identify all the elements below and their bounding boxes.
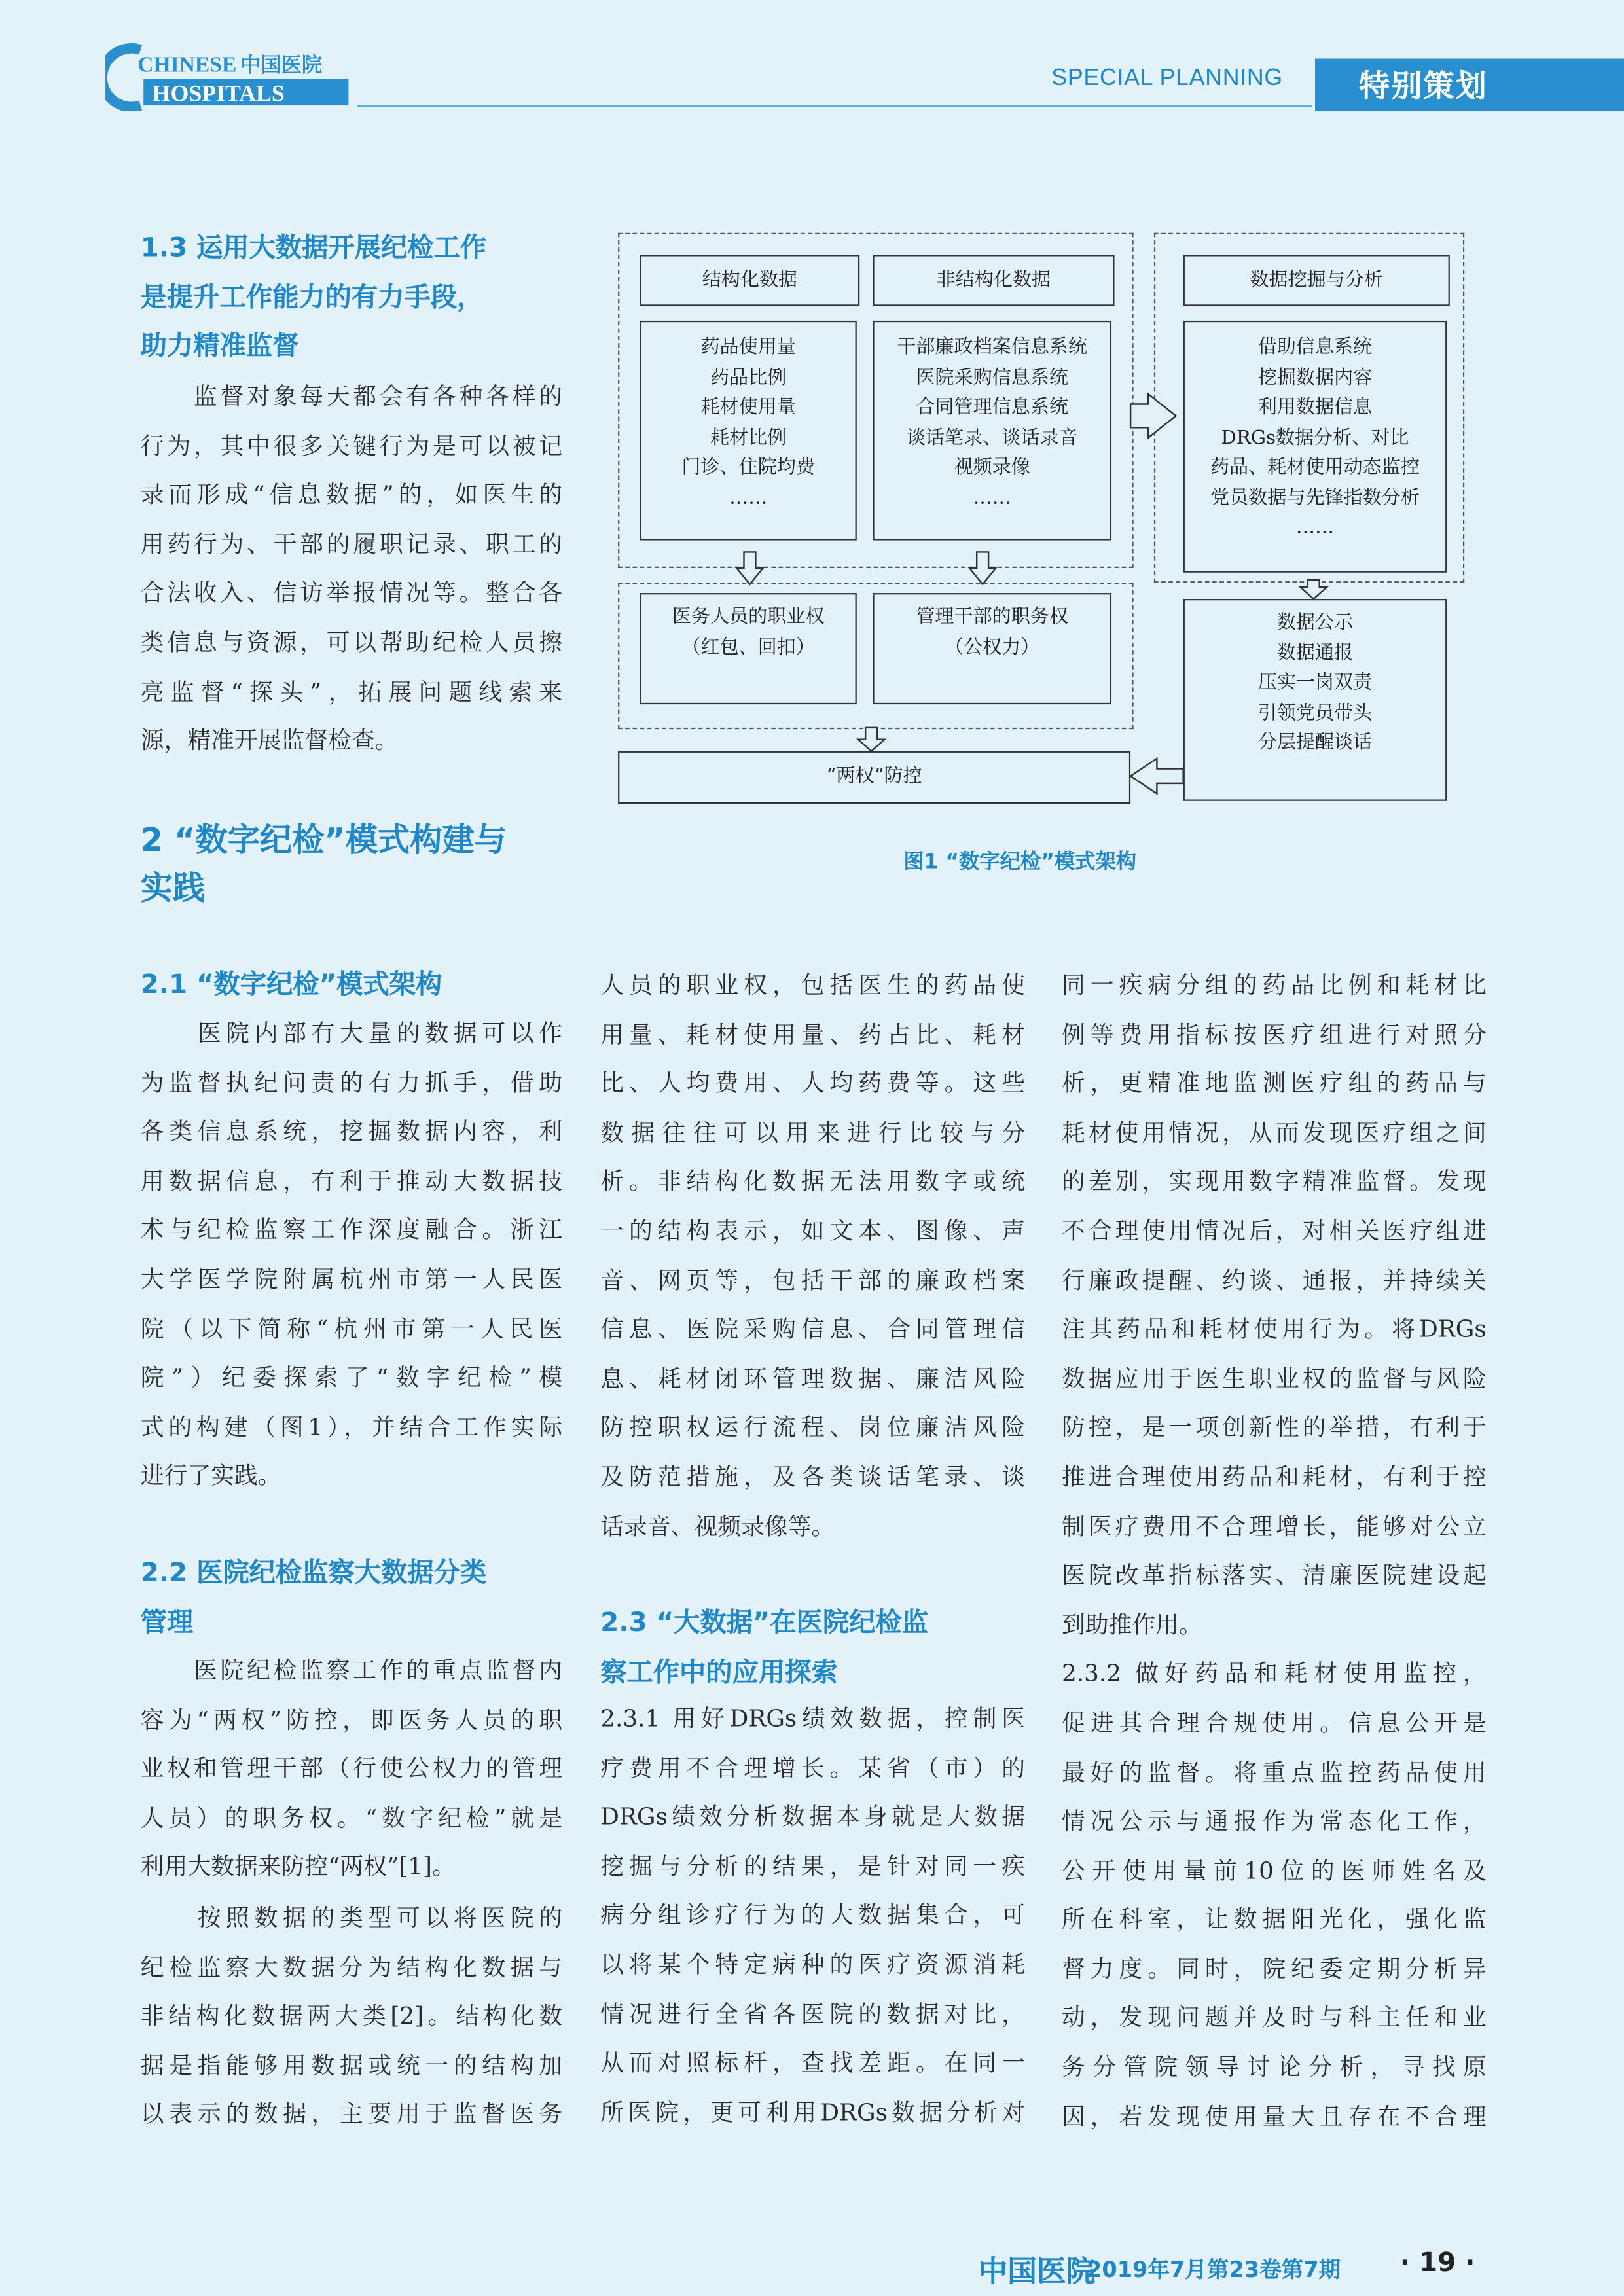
diagram-item: 党员数据与先锋指数分析: [1210, 486, 1420, 509]
text-line: 监督对象每天都会有各种各样的: [140, 382, 563, 410]
diagram-item: 药品比例: [710, 367, 787, 389]
text-line: 为监督执纪问责的有力抓手，借助: [140, 1068, 563, 1096]
diagram-item: 引领党员带头: [1257, 702, 1373, 725]
text-line: 院”）纪委探索了“数字纪检”模: [140, 1363, 563, 1391]
text-line: 因，若发现使用量大且存在不合理: [1061, 2102, 1487, 2130]
diagram-item: 利用数据信息: [1257, 397, 1373, 419]
text-line: 挖掘与分析的结果，是针对同一疾: [600, 1852, 1026, 1880]
diagram-item: 挖掘数据内容: [1257, 367, 1373, 389]
text-line: 促进其合理合规使用。信息公开是: [1061, 1708, 1487, 1737]
section-label-cn: 特别策划: [1359, 69, 1488, 104]
text-line: 信息、医院采购信息、合同管理信: [600, 1315, 1026, 1343]
down-arrow-icon: [1301, 580, 1327, 599]
text-line: 人员的职业权，包括医生的药品使: [600, 971, 1026, 999]
text-line: 注其药品和耗材使用行为。将DRGs: [1061, 1315, 1487, 1343]
diagram-item: ……: [973, 486, 1011, 509]
diagram-item: 谈话笔录、谈话录音: [906, 427, 1078, 449]
text-line: 耗材使用情况，从而发现医疗组之间: [1061, 1118, 1487, 1147]
paragraph-col2-top: [600, 961, 1025, 1551]
text-line: 纪检监察大数据分为结构化数据与: [140, 1952, 563, 1981]
diagram-item: 视频录像: [954, 457, 1030, 479]
text-line: 情况公示与通报作为常态化工作，: [1061, 1806, 1487, 1835]
heading-line: 2.2 医院纪检监察大数据分类: [140, 1558, 487, 1589]
text-line: 音、网页等，包括干部的廉政档案: [600, 1266, 1026, 1294]
text-line: 类信息与资源，可以帮助纪检人员擦: [140, 628, 563, 656]
text-line: 人员）的职务权。“数字纪检”就是: [140, 1803, 563, 1832]
diagram-item: 分层提醒谈话: [1257, 732, 1373, 755]
logo-graphic: [105, 41, 357, 111]
text-line: 从而对照标杆，查找差距。在同一: [600, 2049, 1026, 2077]
diagram-item: 门诊、住院均费: [681, 457, 816, 479]
text-line: 制医疗费用不合理增长，能够对公立: [1061, 1511, 1487, 1540]
heading-line: 实践: [140, 871, 206, 908]
text-line: 医院纪检监察工作的重点监督内: [140, 1656, 563, 1684]
diagram-item: 医务人员的职业权: [672, 606, 825, 628]
text-line: 录而形成“信息数据”的，如医生的: [140, 480, 563, 509]
text-line: 2.3.1 用好DRGs绩效数据，控制医: [600, 1704, 1026, 1732]
diagram-item: 药品使用量: [700, 336, 796, 359]
text-line: 防控职权运行流程、岗位廉洁风险: [600, 1413, 1026, 1442]
heading-line: 2 “数字纪检”模式构建与: [140, 823, 507, 860]
header-rule: [357, 105, 1312, 107]
diagram-item: DRGs数据分析、对比: [1221, 427, 1409, 449]
text-line: 用数据信息，有利于推动大数据技: [140, 1166, 563, 1195]
text-line: 进行了实践。: [140, 1462, 281, 1490]
text-line: 据是指能够用数据或统一的结构加: [140, 2051, 563, 2079]
text-line: 疗费用不合理增长。某省（市）的: [600, 1753, 1026, 1782]
text-line: 医院内部有大量的数据可以作: [140, 1019, 563, 1047]
unstructured-data-title: 非结构化数据: [873, 255, 1114, 306]
text-line: 业权和管理干部（行使公权力的管理: [140, 1754, 563, 1783]
footer-journal-mark: 中国医院: [978, 2253, 1096, 2289]
text-line: 及防范措施，及各类谈话笔录、谈: [600, 1462, 1026, 1491]
down-arrow-icon: [736, 552, 763, 584]
diagram-item: 合同管理信息系统: [916, 397, 1069, 419]
heading-line: 2.3 “大数据”在医院纪检监: [600, 1607, 929, 1639]
text-line: 不合理使用情况后，对相关医疗组进: [1061, 1217, 1487, 1245]
diagram-item: 医院采购信息系统: [916, 367, 1069, 389]
right-arrow-icon: [1130, 394, 1176, 438]
text-line: 用量、耗材使用量、药占比、耗材: [600, 1020, 1026, 1048]
text-line: 动，发现问题并及时与科主任和业: [1061, 2003, 1487, 2032]
text-line: 源，精准开展监督检查。: [140, 726, 399, 755]
text-line: 一的结构表示，如文本、图像、声: [600, 1217, 1026, 1245]
text-line: 数据往往可以用来进行比较与分: [600, 1118, 1026, 1147]
text-line: 息、耗材闭环管理数据、廉洁风险: [600, 1364, 1026, 1393]
heading-2-3: [600, 1599, 1025, 1697]
paragraph-1-3: [141, 372, 562, 765]
heading-2-2: [141, 1549, 562, 1647]
text-line: 例等费用指标按医疗组进行对照分: [1061, 1020, 1487, 1048]
text-line: 以将某个特定病种的医疗资源消耗: [600, 1950, 1026, 1979]
figure-1-diagram: [615, 228, 1465, 814]
text-line: 公开使用量前10位的医师姓名及: [1061, 1856, 1487, 1884]
chinese-hospitals-logo: [105, 41, 357, 111]
diagram-item: 耗材使用量: [700, 397, 796, 419]
data-mining-title: 数据挖掘与分析: [1183, 255, 1450, 306]
page-number: · 19 ·: [1399, 2248, 1475, 2279]
text-line: 析，更精准地监测医疗组的药品与: [1061, 1069, 1487, 1098]
diagram-item: 管理干部的职务权: [916, 606, 1069, 628]
heading-2-1: 2.1 “数字纪检”模式架构: [140, 969, 442, 1001]
text-line: 的差别，实现用数字精准监督。发现: [1061, 1167, 1487, 1196]
heading-line: 是提升工作能力的有力手段，: [140, 281, 484, 313]
text-line: 院（以下简称“杭州市第一人民医: [140, 1314, 563, 1342]
text-line: 大学医学院附属杭州市第一人民医: [140, 1265, 563, 1293]
text-line: 行为，其中很多关键行为是可以被记: [140, 431, 563, 459]
text-line: 最好的监督。将重点监控药品使用: [1061, 1757, 1487, 1786]
two-rights-control-box: “两权”防控: [618, 751, 1130, 804]
logo-en-top: CHINESE: [137, 52, 237, 77]
diagram-item: 药品、耗材使用动态监控: [1210, 457, 1420, 479]
text-line: 容为“两权”防控，即医务人员的职: [140, 1705, 563, 1733]
heading-line: 1.3 运用大数据开展纪检工作: [140, 232, 487, 264]
left-arrow-icon: [1130, 759, 1183, 794]
text-line: 行廉政提醒、约谈、通报，并持续关: [1061, 1266, 1487, 1294]
text-line: 所医院，更可利用DRGs数据分析对: [600, 2098, 1026, 2126]
logo-cn: 中国医院: [240, 53, 323, 77]
down-arrow-icon: [858, 728, 884, 751]
text-line: 用药行为、干部的履职记录、职工的: [140, 529, 563, 558]
text-line: 比、人均费用、人均药费等。这些: [600, 1069, 1026, 1098]
text-line: 析。非结构化数据无法用数字或统: [600, 1167, 1026, 1196]
diagram-item: （红包、回扣）: [681, 636, 816, 658]
text-line: 到助推作用。: [1061, 1610, 1202, 1638]
diagram-item: 数据通报: [1276, 642, 1354, 664]
paragraph-col3: [1062, 961, 1487, 2142]
text-line: 非结构化数据两大类[2]。结构化数: [140, 2001, 563, 2030]
heading-2: [141, 817, 562, 914]
figure-caption: 图1 “数字纪检”模式架构: [903, 850, 1137, 874]
text-line: 合法收入、信访举报情况等。整合各: [140, 579, 563, 607]
diagram-item: 耗材比例: [710, 427, 787, 449]
text-line: 2.3.2 做好药品和耗材使用监控，: [1061, 1659, 1487, 1687]
heading-line: 管理: [140, 1607, 194, 1638]
diagram-item: 干部廉政档案信息系统: [897, 336, 1088, 359]
text-line: 术与纪检监察工作深度融合。浙江: [140, 1215, 563, 1244]
text-line: 同一疾病分组的药品比例和耗材比: [1061, 971, 1487, 999]
text-line: 所在科室，让数据阳光化，强化监: [1061, 1905, 1487, 1933]
structured-data-title: 结构化数据: [640, 255, 860, 306]
text-line: 防控，是一项创新性的举措，有利于: [1061, 1413, 1487, 1442]
footer-issue: 2019年7月第23卷第7期: [1087, 2256, 1341, 2283]
text-line: 推进合理使用药品和耗材，有利于控: [1061, 1462, 1487, 1491]
diagram-item: ……: [1295, 516, 1335, 539]
diagram-item: 压实一岗双责: [1257, 672, 1373, 694]
text-line: 亮监督“探头”，拓展问题线索来: [140, 677, 563, 706]
text-line: 以表示的数据，主要用于监督医务: [140, 2100, 563, 2128]
logo-en-bottom: HOSPITALS: [152, 80, 285, 107]
text-line: 数据应用于医生职业权的监督与风险: [1061, 1364, 1487, 1393]
text-line: 利用大数据来防控“两权”[1]。: [140, 1852, 456, 1881]
heading-line: 察工作中的应用探索: [600, 1657, 838, 1688]
diagram-item: 借助信息系统: [1257, 336, 1373, 359]
text-line: 病分组诊疗行为的大数据集合，可: [600, 1901, 1026, 1929]
section-label-en: SPECIAL PLANNING: [1051, 65, 1283, 91]
text-line: 按照数据的类型可以将医院的: [140, 1903, 563, 1931]
text-line: 话录音、视频录像等。: [600, 1511, 835, 1540]
heading-1-3: [141, 224, 562, 371]
text-line: 务分管院领导讨论分析，寻找原: [1061, 2053, 1487, 2081]
text-line: 医院改革指标落实、清廉医院建设起: [1061, 1561, 1487, 1589]
heading-line: 助力精准监督: [140, 331, 299, 363]
diagram-item: ……: [729, 486, 768, 509]
text-line: 情况进行全省各医院的数据对比，: [600, 2000, 1026, 2028]
diagram-item: （公权力）: [944, 636, 1040, 658]
paragraph-2-2: [141, 1646, 562, 2140]
diagram-item: 数据公示: [1276, 612, 1354, 634]
text-line: 各类信息系统，挖掘数据内容，利: [140, 1117, 563, 1145]
paragraph-2-3-1: [600, 1694, 1025, 2136]
text-line: 督力度。同时，院纪委定期分析异: [1061, 1954, 1487, 1982]
down-arrow-icon: [969, 552, 996, 584]
text-line: 式的构建（图1），并结合工作实际: [140, 1412, 563, 1441]
diagram-arrows: [615, 228, 1465, 814]
text-line: DRGs绩效分析数据本身就是大数据: [600, 1803, 1026, 1831]
paragraph-2-1: [141, 1009, 562, 1501]
